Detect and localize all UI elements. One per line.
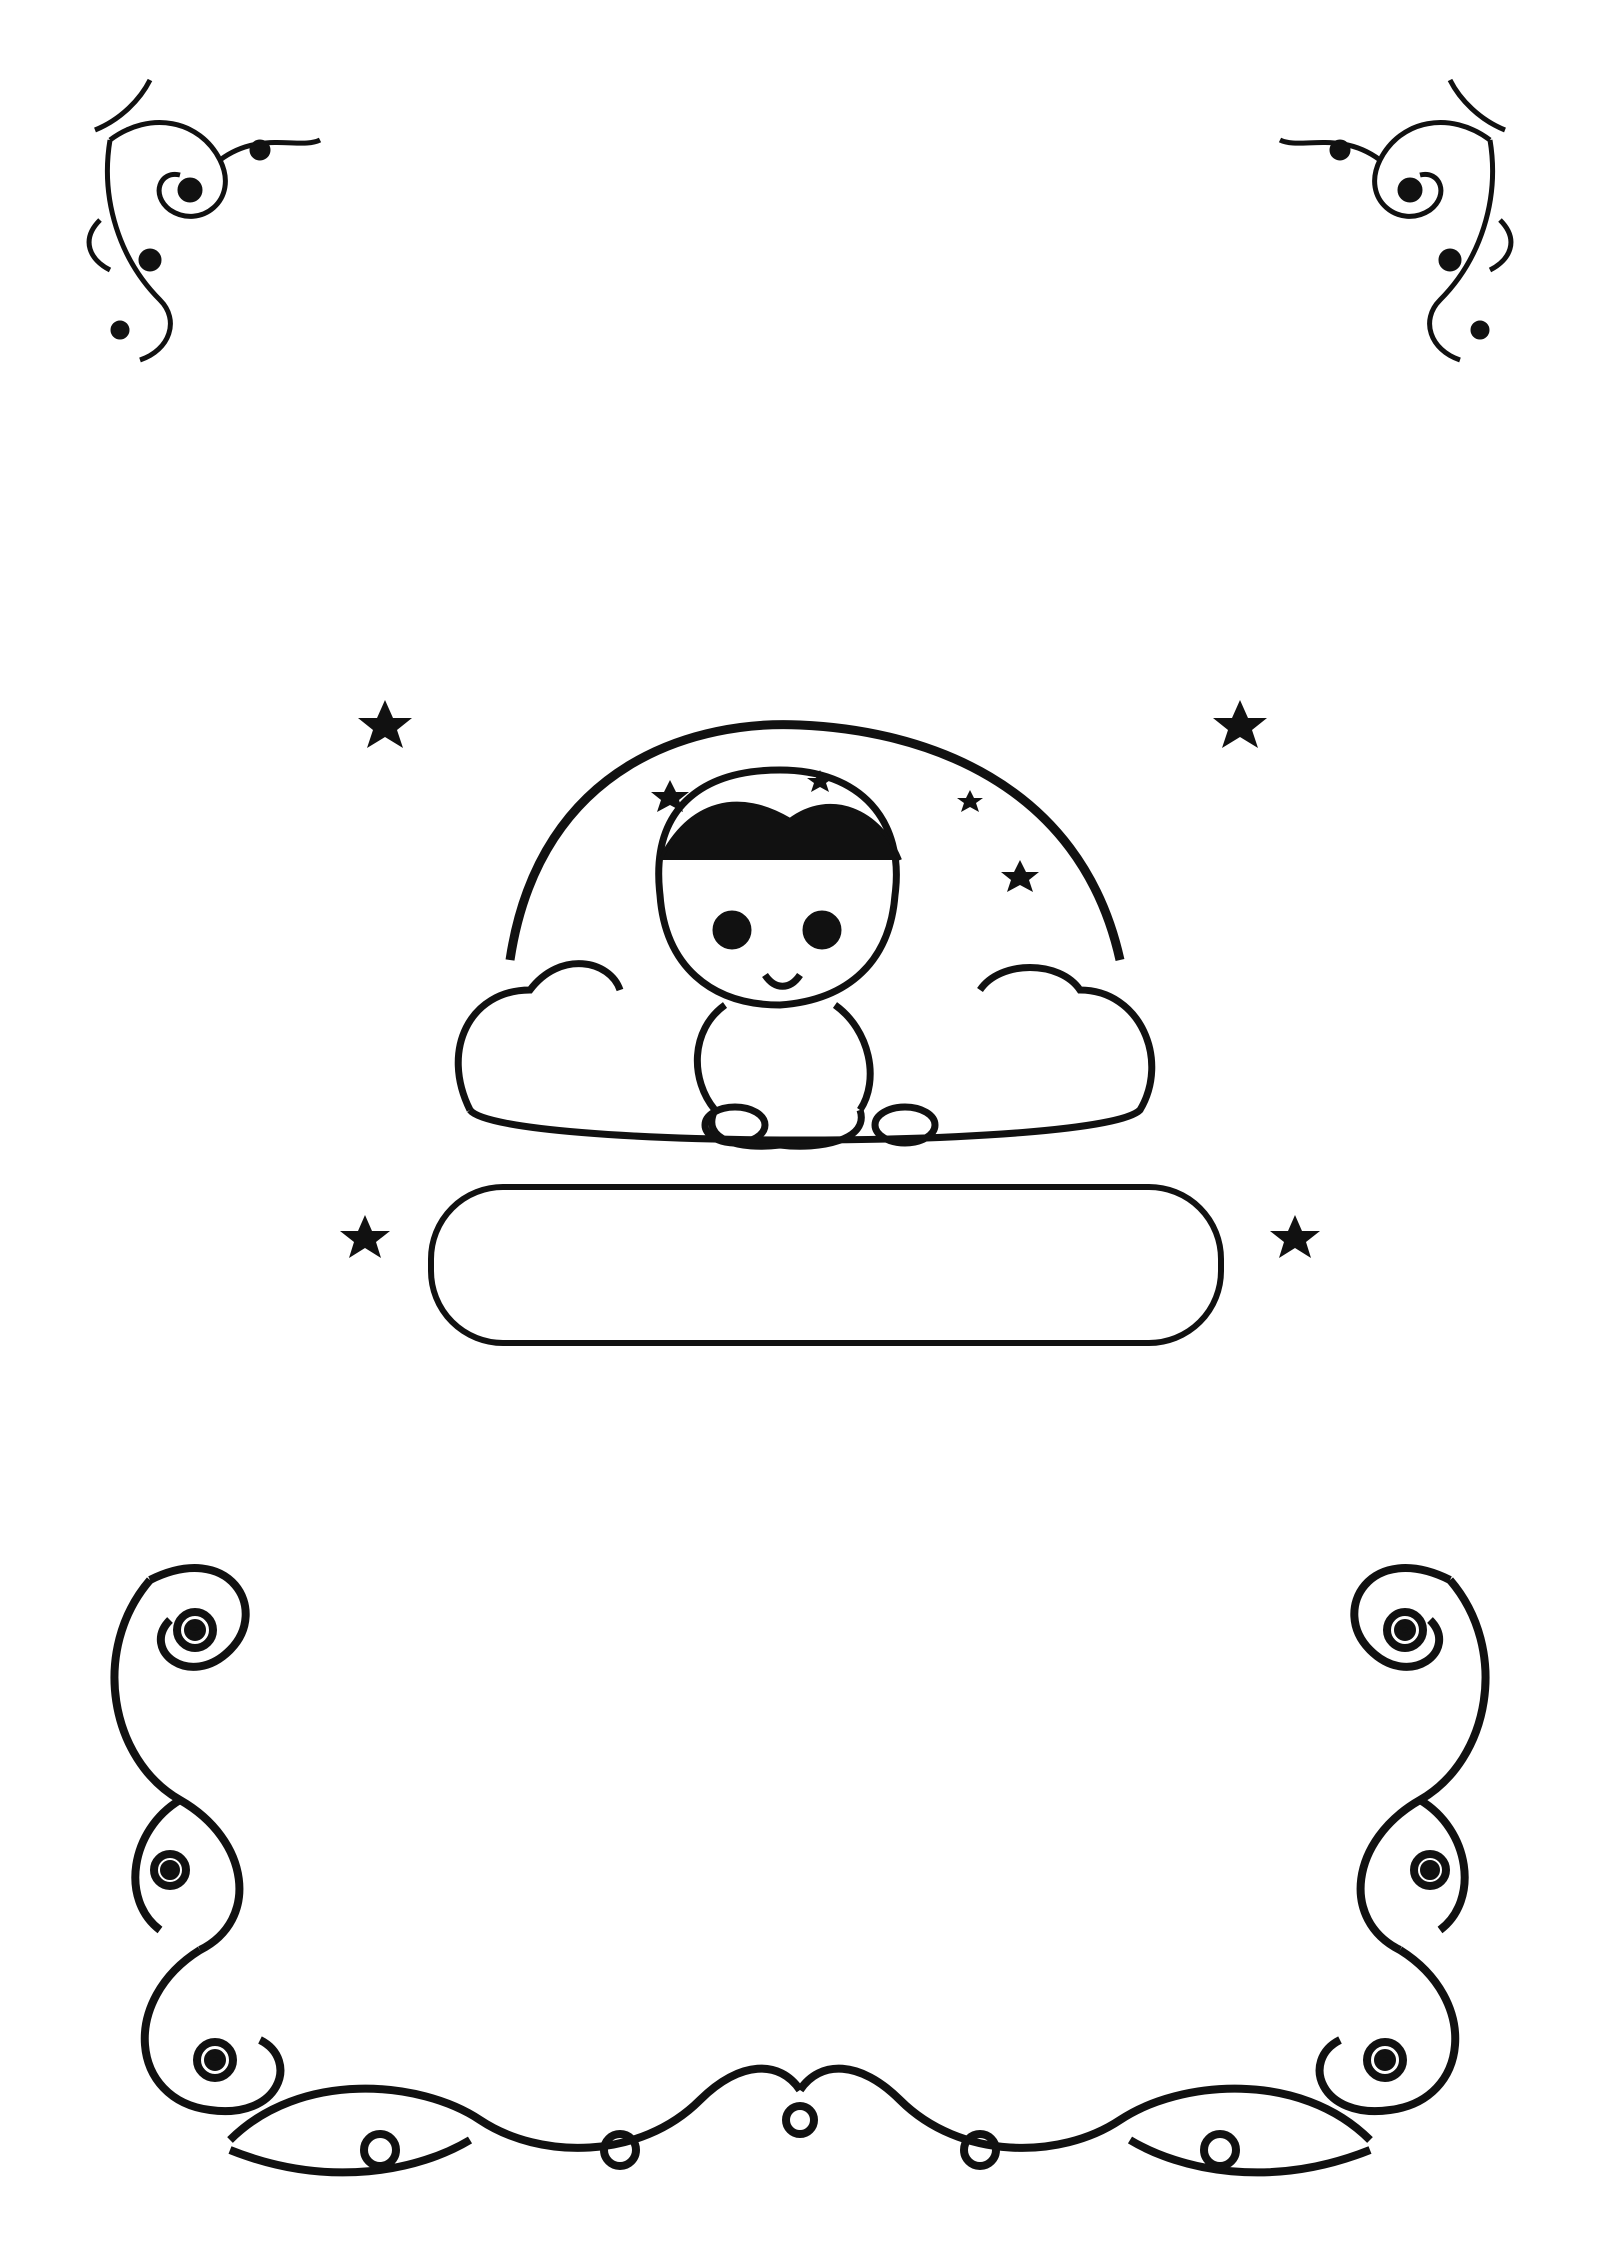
star-icon: [1270, 1215, 1320, 1258]
top-left-floral-swirl-icon: [89, 80, 320, 360]
bottom-right-floral-swirl-icon: [1320, 1568, 1486, 2111]
bottom-floral-border: [230, 2069, 1370, 2173]
star-icon: [340, 1215, 390, 1258]
star-icon: [358, 700, 412, 748]
congrats-badge-outline: [428, 1184, 1224, 1346]
star-icon-group: [340, 700, 1320, 1258]
top-right-floral-swirl-icon: [1280, 80, 1511, 360]
star-icon: [1213, 700, 1267, 748]
bottom-left-floral-swirl-icon: [114, 1568, 280, 2111]
baby-on-cloud-icon: [458, 725, 1152, 1147]
